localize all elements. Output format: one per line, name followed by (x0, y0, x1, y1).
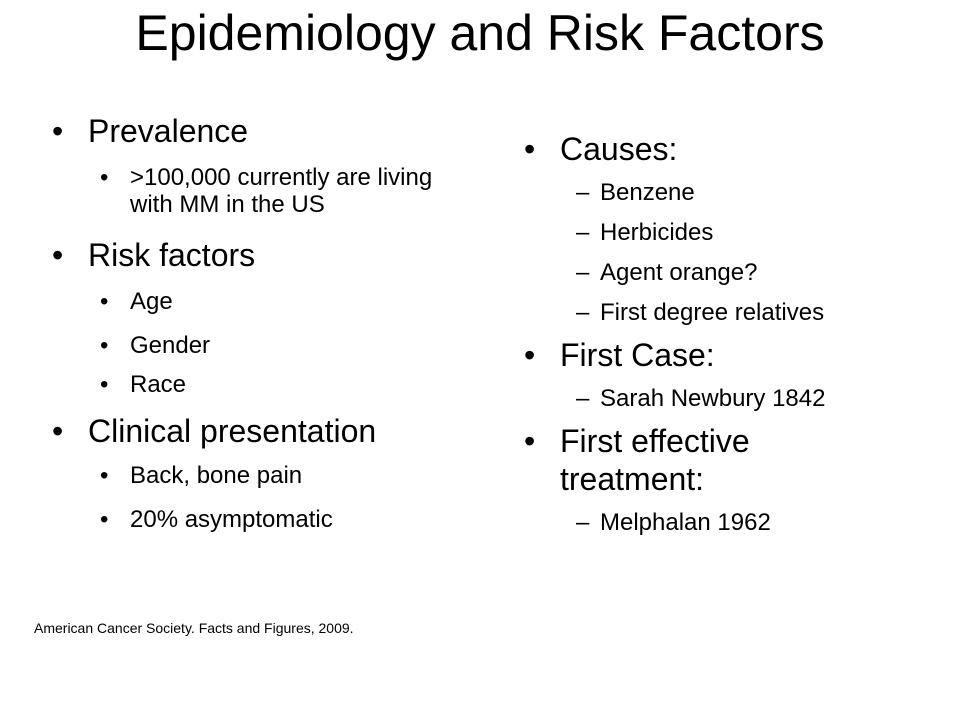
sub-item-cause-benzene: – Benzene (520, 178, 940, 208)
sub-item-cause-relatives: – First degree relatives (520, 298, 940, 328)
sub-bullet-risk-gender: • Gender (48, 332, 478, 359)
bullet-first-case: • First Case: (520, 336, 940, 374)
bullet-prevalence: • Prevalence (48, 112, 478, 150)
sub-item-first-treatment: – Melphalan 1962 (520, 508, 940, 538)
sub-bullet-clinical-2: • 20% asymptomatic (48, 506, 478, 533)
sub-bullet-prevalence-1: • >100,000 currently are living with MM in the US (48, 164, 480, 218)
bullet-first-treatment: • First effective treatment: (520, 422, 890, 498)
sub-bullet-risk-age: • Age (48, 288, 478, 315)
slide-title: Epidemiology and Risk Factors (135, 5, 825, 61)
citation: American Cancer Society. Facts and Figures, 2009. (34, 620, 354, 636)
sub-bullet-clinical-1: • Back, bone pain (48, 462, 478, 489)
left-column (48, 112, 478, 533)
sub-item-cause-agent-orange: – Agent orange? (520, 258, 940, 288)
sub-bullet-risk-race: • Race (48, 371, 478, 398)
right-column (520, 130, 940, 538)
bullet-causes: • Causes: (520, 130, 940, 168)
bullet-risk-factors: • Risk factors (48, 236, 478, 274)
bullet-clinical-presentation: • Clinical presentation (48, 412, 478, 450)
sub-item-first-case: – Sarah Newbury 1842 (520, 384, 940, 414)
sub-item-cause-herbicides: – Herbicides (520, 218, 940, 248)
